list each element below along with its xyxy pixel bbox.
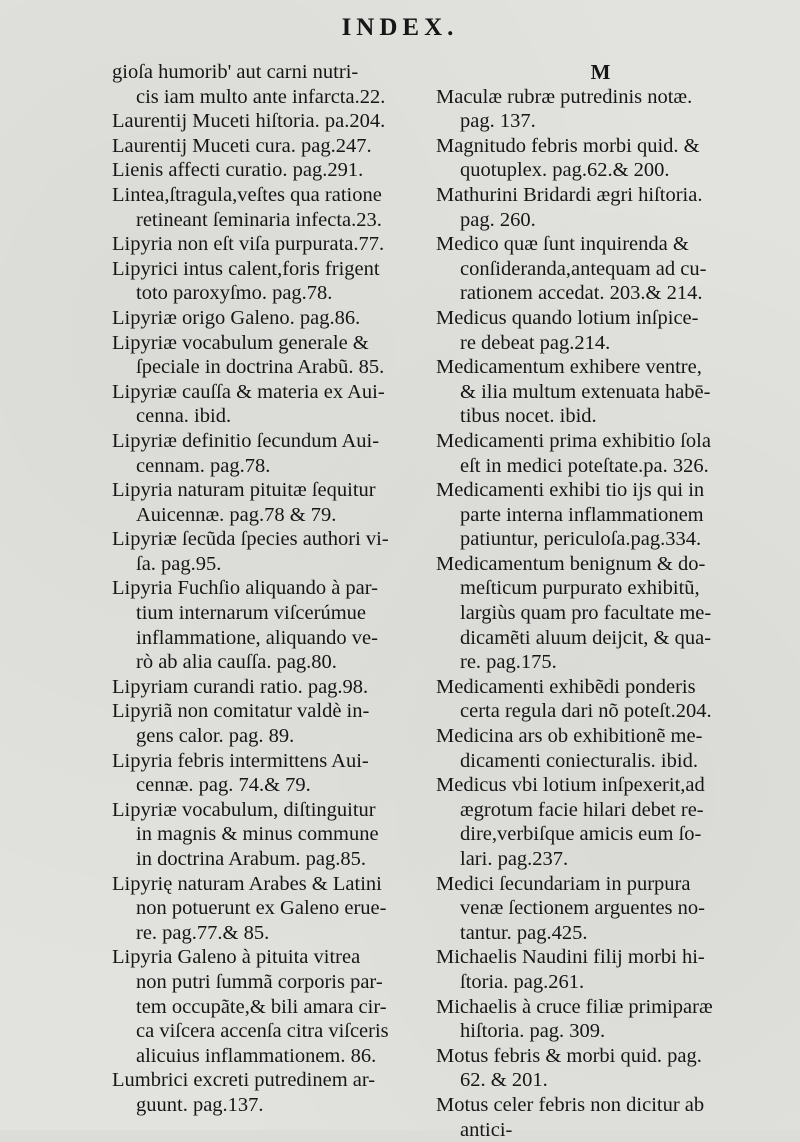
index-entry [112, 576, 430, 674]
index-entry-line: certa regula dari nõ poteſt.204. [460, 700, 712, 723]
index-entry [112, 257, 430, 306]
index-entry-line: Mathurini Bridardi ægri hiſtoria. [436, 183, 703, 206]
right-index-column [436, 60, 766, 1142]
index-entry [112, 1068, 430, 1117]
index-entry [112, 527, 430, 576]
index-entry [112, 109, 430, 134]
index-entry-line: pag. 137. [460, 110, 536, 133]
index-entry [112, 183, 430, 232]
index-entry-line: gioſa humorib' aut carni nutri- [112, 61, 359, 83]
index-entry-line: patiuntur, periculoſa.pag.334. [460, 528, 702, 551]
index-entry-line: Motus celer febris non dicitur ab [436, 1093, 705, 1116]
index-entry [436, 552, 766, 675]
index-entry-line: Michaelis Naudini filij morbi hi- [436, 946, 705, 969]
index-entry-line: largiùs quam pro facultate me- [460, 602, 712, 625]
index-entry [112, 380, 430, 429]
index-entry [436, 306, 766, 355]
index-entry [436, 724, 766, 773]
index-entry [112, 306, 430, 331]
index-entry-line: Lipyria febris intermittens Aui- [112, 749, 369, 772]
index-entry-line: Medicus quando lotium inſpice- [436, 306, 699, 329]
index-entry [112, 60, 430, 109]
index-entry [112, 872, 430, 946]
index-entry-line: Lipyria Fuchſio aliquando à par- [112, 577, 379, 600]
index-entry-line: venæ ſectionem arguentes no- [460, 897, 705, 920]
index-entry-line: Motus febris & morbi quid. pag. [436, 1044, 702, 1067]
index-entry-line: rationem accedat. 203.& 214. [460, 282, 703, 305]
index-entry-line: Medici ſecundariam in purpura [436, 872, 691, 895]
index-entry [436, 134, 766, 183]
index-entry-line: Medico quæ ſunt inquirenda & [436, 233, 689, 256]
index-entry [436, 232, 766, 306]
index-entry-line: Auicennæ. pag.78 & 79. [136, 503, 337, 526]
index-entry-line: Medicamentum exhibere ventre, [436, 356, 702, 379]
index-entry [112, 675, 430, 700]
index-entry-line: retineant ſeminaria infecta.23. [136, 208, 382, 231]
index-entry-line: Lipyriæ definitio ſecundum Aui- [112, 429, 380, 452]
index-entry-line: non potuerunt ex Galeno erue- [136, 897, 387, 920]
index-entry-line: in magnis & minus commune [136, 823, 379, 846]
index-entry [436, 429, 766, 478]
index-entry [112, 158, 430, 183]
index-entry-line: Lipyrici intus calent,foris frigent [112, 257, 380, 280]
index-entry-line: Laurentij Muceti hiſtoria. pa.204. [112, 110, 386, 133]
index-entry-line: lari. pag.237. [460, 848, 569, 870]
index-entry-line: cennæ. pag. 74.& 79. [136, 774, 311, 797]
index-entry-line: Lipyriæ vocabulum generale & [112, 331, 369, 354]
index-entry-line: Maculæ rubræ putredinis notæ. [436, 85, 693, 108]
index-entry-line: re. pag.77.& 85. [136, 921, 270, 944]
index-entry [112, 798, 430, 872]
index-entry-line: Lipyriæ ſecũda ſpecies authori vi- [112, 528, 389, 551]
index-entry-line: Lipyria naturam pituitæ ſequitur [112, 479, 376, 502]
index-entry [436, 945, 766, 994]
index-entry-line: Lipyriæ cauſſa & materia ex Aui- [112, 380, 385, 403]
index-entry-line: gens calor. pag. 89. [136, 725, 295, 748]
index-entry [436, 872, 766, 946]
index-entry-line: Medicamenti prima exhibitio ſola [436, 429, 711, 452]
index-entry [436, 85, 766, 134]
section-letter: M [590, 60, 612, 84]
index-entry-line: Lienis affecti curatio. pag.291. [112, 159, 364, 182]
index-entry-line: re. pag.175. [460, 651, 557, 674]
index-entry-line: 62. & 201. [460, 1069, 548, 1092]
index-entry-line: ſa. pag.95. [136, 552, 222, 575]
index-entry-line: cennam. pag.78. [136, 454, 271, 477]
index-entry-line: toto paroxyſmo. pag.78. [136, 282, 333, 305]
index-entry [112, 478, 430, 527]
index-entry-line: ſpeciale in doctrina Arabũ. 85. [136, 356, 385, 379]
index-entry [436, 478, 766, 552]
left-index-column [112, 60, 430, 1118]
index-entry-line: Medicamenti exhibẽdi ponderis [436, 675, 696, 698]
index-entry-line: conſideranda,antequam ad cu- [460, 257, 707, 280]
index-entry [436, 1044, 766, 1093]
index-entry-line: tem occupãte,& bili amara cir- [136, 995, 387, 1018]
index-entry-line: cis iam multo ante infarcta.22. [136, 85, 386, 108]
index-entry [112, 232, 430, 257]
index-entry-line: hiſtoria. pag. 309. [460, 1020, 606, 1043]
index-entry-line: Lipyriæ vocabulum, diſtinguitur [112, 798, 376, 821]
index-entry-line: Medicus vbi lotium inſpexerit,ad [436, 774, 705, 797]
index-entry-line: tium internarum viſcerúmue [136, 602, 366, 625]
index-entry-line: Lipyrię naturam Arabes & Latini [112, 872, 382, 895]
index-entry-line: Medicamentum benignum & do- [436, 552, 706, 575]
index-entry [112, 749, 430, 798]
index-entry-line: Lintea,ſtragula,veſtes qua ratione [112, 183, 382, 206]
index-entry [436, 773, 766, 871]
index-entry-line: quotuplex. pag.62.& 200. [460, 159, 670, 182]
index-entry-line: eſt in medici poteſtate.pa. 326. [460, 454, 709, 477]
index-entry-line: Lipyria non eſt viſa purpurata.77. [112, 233, 385, 256]
index-entry-line: inflammatione, aliquando ve- [136, 626, 378, 649]
index-entry-line: Lipyriam curandi ratio. pag.98. [112, 675, 369, 698]
index-entry-line: ca viſcera accenſa citra viſceris [136, 1020, 389, 1043]
index-entry-line: alicuius inflammationem. 86. [136, 1044, 377, 1067]
page-header: INDEX. [341, 14, 459, 41]
index-entry-line: Lumbrici excreti putredinem ar- [112, 1069, 376, 1092]
index-entry-line: antici- [460, 1118, 513, 1141]
index-entry [436, 355, 766, 429]
index-entry-line: parte interna inflammationem [460, 503, 704, 526]
index-entry-line: re debeat pag.214. [460, 331, 611, 354]
index-entry-line: ſtoria. pag.261. [460, 970, 585, 993]
index-entry-line: tantur. pag.425. [460, 921, 588, 944]
index-entry-line: & ilia multum extenuata habē- [460, 380, 711, 403]
index-entry-line: ægrotum facie hilari debet re- [460, 798, 704, 821]
index-entry-line: tibus nocet. ibid. [460, 405, 597, 428]
index-entry-line: Michaelis à cruce filiæ primiparæ [436, 995, 713, 1018]
index-entry [112, 134, 430, 159]
index-entry-line: dicamẽti aluum deijcit, & qua- [460, 626, 712, 649]
index-entry [436, 1093, 766, 1142]
index-entry [112, 429, 430, 478]
index-entry-line: Medicamenti exhibi tio ijs qui in [436, 479, 705, 502]
index-entry-line: in doctrina Arabum. pag.85. [136, 848, 367, 870]
index-entry [436, 183, 766, 232]
index-entry-line: Magnitudo febris morbi quid. & [436, 134, 700, 157]
index-entry-line: Medicina ars ob exhibitionẽ me- [436, 725, 703, 748]
index-entry [112, 331, 430, 380]
index-entry-line: meſticum purpurato exhibitũ, [460, 577, 700, 600]
index-entry-line: Lipyriã non comitatur valdè in- [112, 700, 370, 723]
index-entry-line: non putri ſummã corporis par- [136, 970, 383, 993]
index-entry [436, 675, 766, 724]
index-entry-line: Lipyria Galeno à pituita vitrea [112, 946, 361, 969]
index-entry-line: guunt. pag.137. [136, 1093, 264, 1116]
index-entry-line: Lipyriæ origo Galeno. pag.86. [112, 306, 361, 329]
index-entry [112, 699, 430, 748]
index-entry-line: dicamenti coniecturalis. ibid. [460, 749, 698, 772]
index-entry-line: rò ab alia cauſſa. pag.80. [136, 651, 337, 674]
index-entry-line: Laurentij Muceti cura. pag.247. [112, 134, 372, 157]
index-entry [436, 995, 766, 1044]
index-entry-line: pag. 260. [460, 208, 536, 231]
index-entry-line: cenna. ibid. [136, 405, 232, 428]
index-entry [112, 945, 430, 1068]
index-entry-line: dire,verbiſque amicis eum ſo- [460, 823, 702, 846]
